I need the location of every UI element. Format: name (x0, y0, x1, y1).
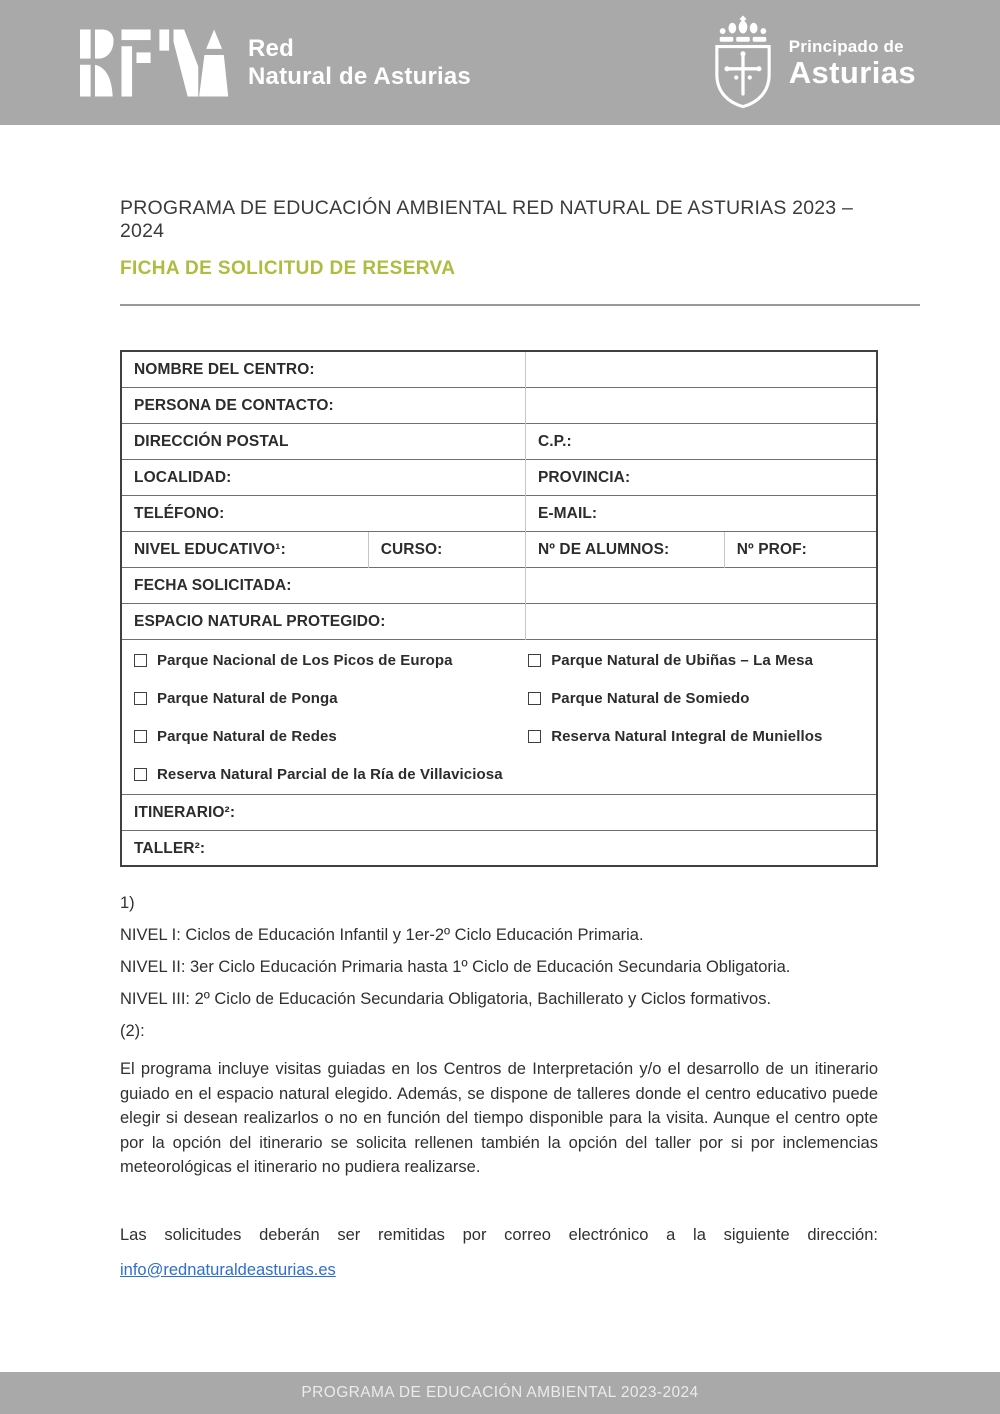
checkbox-unchecked-icon[interactable] (134, 730, 147, 743)
field-label-num-prof: Nº PROF: (724, 531, 877, 567)
parks-checkbox-grid (134, 642, 864, 794)
checkbox-unchecked-icon[interactable] (528, 654, 541, 667)
table-row (121, 351, 877, 387)
field-label-curso: CURSO: (368, 531, 525, 567)
field-label-persona-contacto: PERSONA DE CONTACTO: (121, 387, 525, 423)
field-label-espacio-natural: ESPACIO NATURAL PROTEGIDO: (121, 603, 525, 639)
park-option-label: Parque Nacional de Los Picos de Europa (157, 652, 453, 669)
table-row (121, 423, 877, 459)
gov-line-1: Principado de (788, 36, 904, 56)
park-option-ubinas-la-mesa[interactable] (528, 642, 864, 680)
park-option-ria-de-villaviciosa[interactable] (134, 756, 528, 794)
field-label-direccion-postal: DIRECCIÓN POSTAL (121, 423, 525, 459)
field-label-num-alumnos: Nº DE ALUMNOS: (525, 531, 724, 567)
park-option-label: Parque Natural de Ubiñas – La Mesa (551, 652, 814, 669)
checkbox-unchecked-icon[interactable] (528, 692, 541, 705)
table-row (121, 603, 877, 639)
document-body (0, 125, 1000, 1280)
page-header (0, 0, 1000, 125)
submission-instruction: Las solicitudes deberán ser remitidas por correo electrónico a la siguiente dirección: (120, 1225, 878, 1244)
title-divider (120, 304, 920, 306)
table-row (121, 794, 877, 830)
checkbox-unchecked-icon[interactable] (134, 654, 147, 667)
footnote-nivel-2: NIVEL II: 3er Ciclo Educación Primaria hasta 1º Ciclo de Educación Secundaria Obligatoria. (120, 958, 791, 976)
reservation-form-table (120, 350, 878, 867)
field-label-nivel-educativo: NIVEL EDUCATIVO¹: (121, 531, 368, 567)
park-option-ponga[interactable] (134, 680, 528, 718)
brand-line-2: Natural de Asturias (248, 62, 471, 90)
table-row-parks (121, 639, 877, 794)
field-label-provincia: PROVINCIA: (525, 459, 877, 495)
park-option-redes[interactable] (134, 718, 528, 756)
field-label-taller: TALLER²: (121, 830, 877, 866)
footnote-nivel-1: NIVEL I: Ciclos de Educación Infantil y 1er-2º Ciclo Educación Primaria. (120, 926, 644, 944)
footer-text: PROGRAMA DE EDUCACIÓN AMBIENTAL 2023-2024 (301, 1384, 699, 1401)
checkbox-unchecked-icon[interactable] (528, 730, 541, 743)
contact-email-link[interactable]: info@rednaturaldeasturias.es (120, 1260, 336, 1279)
park-option-picos-de-europa[interactable] (134, 642, 528, 680)
park-option-label: Parque Natural de Ponga (157, 690, 338, 707)
brand-line-1: Red (248, 34, 294, 62)
rena-brand (80, 28, 471, 98)
rena-logo-icon (80, 28, 230, 98)
park-option-label: Parque Natural de Redes (157, 728, 337, 745)
table-row (121, 531, 877, 567)
page-footer (0, 1372, 1000, 1414)
park-option-label: Reserva Natural Parcial de la Ría de Villaviciosa (157, 766, 503, 783)
field-value-persona-contacto (525, 387, 877, 423)
park-option-label: Parque Natural de Somiedo (551, 690, 750, 707)
park-option-muniellos[interactable] (528, 718, 864, 756)
field-label-cp: C.P.: (525, 423, 877, 459)
asturias-crest-icon (712, 15, 774, 111)
footnote-nivel-3: NIVEL III: 2º Ciclo de Educación Secundaria Obligatoria, Bachillerato y Ciclos formativos. (120, 990, 772, 1008)
park-option-somiedo[interactable] (528, 680, 864, 718)
park-option-label: Reserva Natural Integral de Muniellos (551, 728, 823, 745)
table-row (121, 830, 877, 866)
table-row (121, 495, 877, 531)
field-value-espacio-natural (525, 603, 877, 639)
checkbox-unchecked-icon[interactable] (134, 768, 147, 781)
page-title: PROGRAMA DE EDUCACIÓN AMBIENTAL RED NATURAL DE ASTURIAS 2023 – 2024 (120, 197, 853, 242)
field-label-nombre-centro: NOMBRE DEL CENTRO: (134, 361, 315, 379)
field-label-email: E-MAIL: (525, 495, 877, 531)
checkbox-unchecked-icon[interactable] (134, 692, 147, 705)
field-label-telefono: TELÉFONO: (121, 495, 525, 531)
field-label-fecha-solicitada: FECHA SOLICITADA: (121, 567, 525, 603)
table-row (121, 387, 877, 423)
gov-line-2: Asturias (788, 54, 916, 90)
program-description: El programa incluye visitas guiadas en los Centros de Interpretación y/o el desarrollo de un itinerario guiado en el espacio natural elegido. Además, se dispone de talleres donde el centro educativo puede elegir si desean realizarlos o no en función del tiempo disponible para la visita. Aunque el centro opte por la opción del itinerario se solicita rellenen también la opción del taller por si por inclemencias meteorológicas el itinerario no pudiera realizarse. (120, 1060, 878, 1176)
field-label-localidad: LOCALIDAD: (121, 459, 525, 495)
table-row (121, 459, 877, 495)
field-label-itinerario: ITINERARIO²: (121, 794, 877, 830)
table-row (121, 567, 877, 603)
parks-grid-empty-cell (528, 756, 864, 794)
field-value-fecha-solicitada (525, 567, 877, 603)
page-subtitle: FICHA DE SOLICITUD DE RESERVA (120, 258, 456, 279)
field-value-nombre-centro (525, 351, 877, 387)
principado-asturias-brand (712, 15, 916, 111)
footnotes (120, 887, 878, 1047)
footnote-marker-1: 1) (120, 894, 135, 912)
footnote-marker-2: (2): (120, 1022, 145, 1040)
